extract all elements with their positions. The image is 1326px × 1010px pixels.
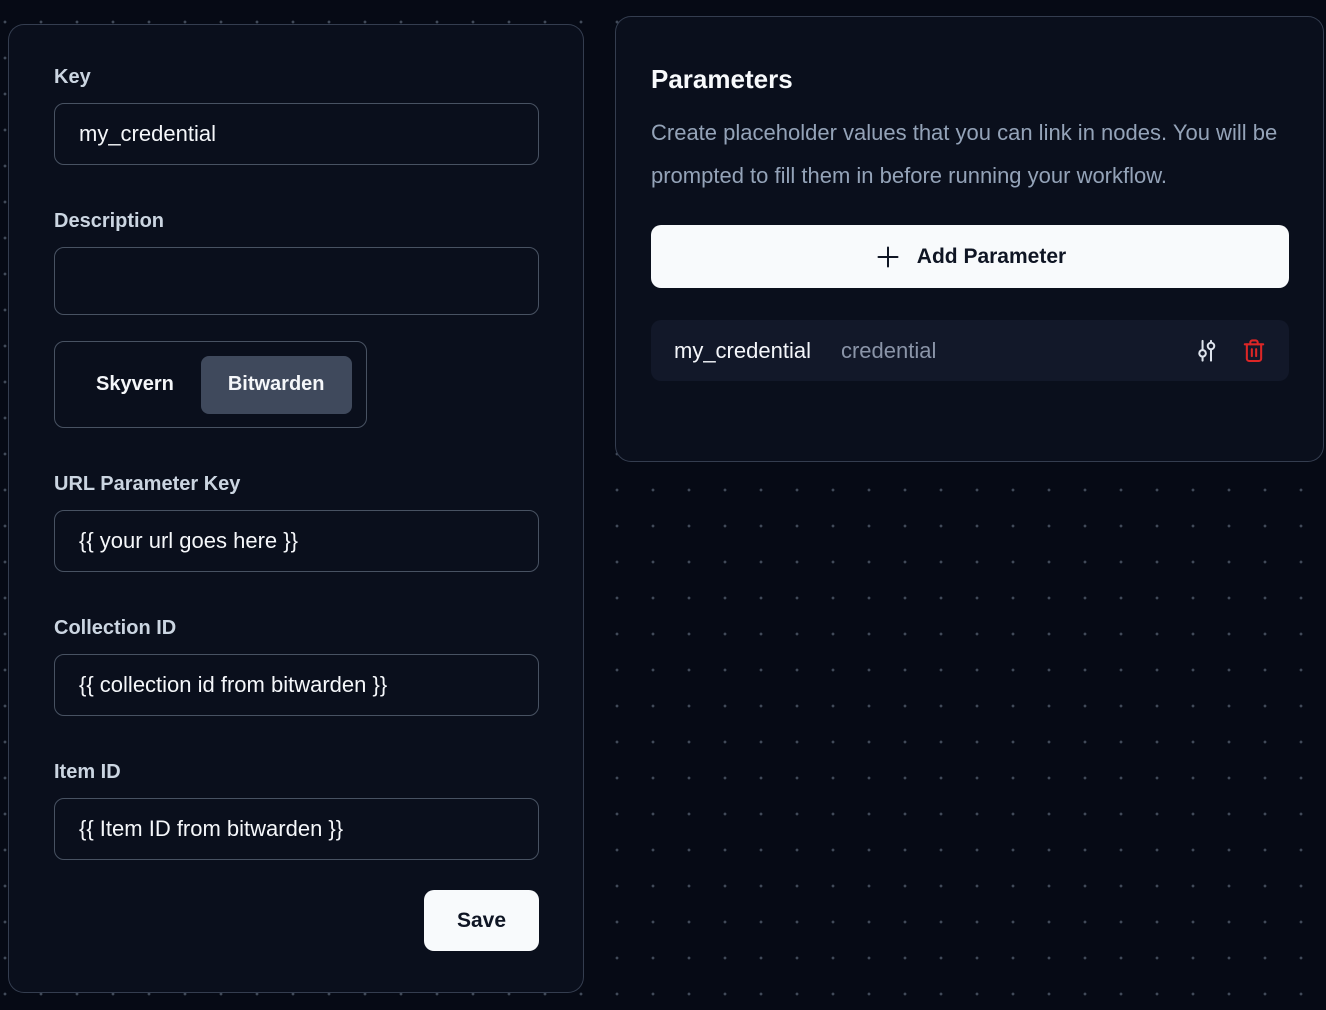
description-field-group <box>54 207 539 315</box>
toggle-option-bitwarden[interactable]: Bitwarden <box>201 356 352 414</box>
sliders-icon <box>1193 337 1220 364</box>
trash-icon <box>1241 337 1267 364</box>
parameter-name: my_credential <box>674 337 811 363</box>
item-id-field-group <box>54 758 539 860</box>
description-label: Description <box>54 210 165 232</box>
item-id-label: Item ID <box>54 761 121 783</box>
parameters-description: Create placeholder values that you can link in nodes. You will be prompted to fill them in before running your workflow. <box>651 120 1278 188</box>
toggle-option-skyvern[interactable]: Skyvern <box>69 356 201 414</box>
key-field-group <box>54 63 539 165</box>
key-input[interactable] <box>54 103 539 165</box>
parameter-type: credential <box>840 337 937 363</box>
item-id-input[interactable] <box>54 798 539 860</box>
credential-source-toggle <box>54 341 367 428</box>
description-input[interactable] <box>54 247 539 315</box>
save-button[interactable]: Save <box>424 890 539 951</box>
parameters-panel <box>615 16 1324 462</box>
collection-id-label: Collection ID <box>54 617 177 639</box>
url-parameter-key-field-group <box>54 470 539 572</box>
parameters-title: Parameters <box>651 64 793 94</box>
add-parameter-label: Add Parameter <box>916 244 1067 268</box>
add-parameter-button[interactable] <box>651 225 1289 288</box>
collection-id-field-group <box>54 614 539 716</box>
key-label: Key <box>54 66 91 88</box>
save-row <box>54 890 539 951</box>
url-parameter-key-label: URL Parameter Key <box>54 473 241 495</box>
delete-parameter-button[interactable] <box>1241 337 1267 364</box>
credential-editor-panel <box>8 24 584 993</box>
plus-icon <box>874 243 902 271</box>
edit-parameter-button[interactable] <box>1193 337 1220 364</box>
collection-id-input[interactable] <box>54 654 539 716</box>
url-parameter-key-input[interactable] <box>54 510 539 572</box>
parameter-row <box>651 320 1289 381</box>
